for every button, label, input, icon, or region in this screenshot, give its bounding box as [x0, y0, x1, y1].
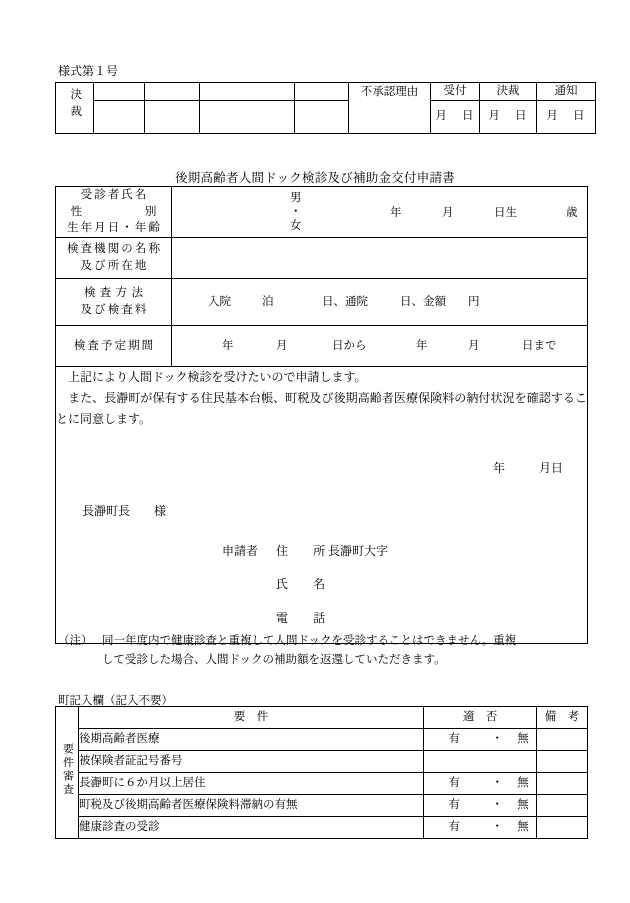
- table-row-period: [56, 326, 588, 367]
- decision-decision-date[interactable]: [480, 100, 537, 133]
- note-marker: （注）: [58, 635, 93, 647]
- label-line-birth: 生年月日・年齢: [67, 222, 163, 235]
- period-line[interactable]: [172, 338, 587, 355]
- value-applicant-identity[interactable]: [172, 187, 588, 238]
- decision-receipt-date[interactable]: [431, 100, 480, 133]
- decision-side-label: 決裁: [69, 88, 82, 122]
- application-table-wrapper: [55, 186, 588, 644]
- review-header-requirement: 要 件: [79, 707, 424, 729]
- statement-month-label: 月: [538, 461, 551, 476]
- gender-options[interactable]: [290, 191, 302, 233]
- note-block: [58, 632, 591, 669]
- judgement-sep-5: ・: [491, 821, 503, 834]
- method-inpatient-label: 入院: [208, 295, 231, 308]
- review-table: [55, 706, 588, 839]
- table-row: [56, 83, 596, 101]
- table-row-applicant-identity: [56, 187, 588, 238]
- application-table: [55, 186, 588, 644]
- review-remarks-1[interactable]: [537, 729, 588, 751]
- decision-blank-cell-2[interactable]: [145, 83, 200, 101]
- receipt-day-label: 日: [462, 110, 475, 123]
- applicant-phone-label: 電 話: [276, 610, 332, 625]
- statement-block: [56, 367, 588, 644]
- decision-notice-date[interactable]: [537, 100, 596, 133]
- judgement-no-5[interactable]: 無: [517, 821, 529, 834]
- decision-side-label-cell: [56, 83, 94, 134]
- decision-receipt-header: 受付: [431, 83, 480, 101]
- addressee-name: 長瀞町長: [82, 504, 131, 519]
- review-table-wrapper: [55, 706, 588, 839]
- gender-separator: ・: [290, 206, 302, 219]
- period-to-day-label: 日まで: [522, 339, 557, 352]
- notice-month-label: 月: [546, 110, 559, 123]
- value-method[interactable]: [172, 279, 588, 326]
- review-remarks-2[interactable]: [537, 751, 588, 773]
- judgement-sep-1: ・: [491, 733, 503, 746]
- review-header-remarks: 備 考: [537, 707, 588, 729]
- method-days-amount-label: 日、金額: [400, 295, 446, 308]
- period-to-year-label: 年: [416, 339, 428, 352]
- value-period[interactable]: [172, 326, 588, 367]
- period-from-year-label: 年: [222, 339, 234, 352]
- table-row-institution: [56, 238, 588, 279]
- table-row-statement: [56, 367, 588, 644]
- label-line-sex: 性 別: [70, 205, 170, 218]
- applicant-name-row[interactable]: [222, 576, 587, 593]
- applicant-title: 申請者: [222, 543, 259, 558]
- decision-table: [55, 82, 596, 134]
- statement-day-label: 日: [550, 461, 563, 476]
- decision-blank-value-2[interactable]: [145, 100, 200, 133]
- review-judgement-2[interactable]: [424, 751, 537, 773]
- label-method: [56, 279, 172, 326]
- applicant-address-row[interactable]: [222, 543, 587, 560]
- review-judgement-5[interactable]: [424, 817, 537, 839]
- table-row: [56, 817, 588, 839]
- decision-blank-value-1[interactable]: [94, 100, 145, 133]
- addressee-line: [56, 503, 587, 520]
- label-institution: [56, 238, 172, 279]
- method-days-outpatient-label: 日、通院: [322, 295, 368, 308]
- form-number: 様式第１号: [58, 64, 119, 78]
- table-row-method: [56, 279, 588, 326]
- decision-blank-value-3[interactable]: [200, 100, 295, 133]
- applicant-name-label: 氏 名: [276, 577, 332, 592]
- method-nights-label: 泊: [262, 295, 274, 308]
- review-requirement-5: 健康診査の受診: [79, 817, 424, 839]
- applicant-block: [56, 543, 587, 627]
- review-judgement-3[interactable]: [424, 773, 537, 795]
- table-row: [56, 751, 588, 773]
- applicant-address-value[interactable]: 長瀞町大字: [328, 543, 389, 558]
- decision-reason-header: 不承認理由: [360, 85, 419, 98]
- statement-paragraph-2: また、長瀞町が保有する住民基本台帳、町税及び後期高齢者医療保険料の納付状況を確認することに同意します。: [56, 391, 587, 427]
- birth-day-label: 日生: [494, 207, 517, 219]
- judgement-yes-3[interactable]: 有: [448, 777, 460, 790]
- statement-year-label: 年: [492, 461, 505, 476]
- decision-blank-value-4[interactable]: [295, 100, 349, 133]
- table-row: [56, 707, 588, 729]
- town-section-label: 町記入欄（記入不要）: [58, 695, 173, 707]
- judgement-yes-5[interactable]: 有: [448, 821, 460, 834]
- review-side-label: 要件審査: [61, 742, 74, 797]
- review-remarks-4[interactable]: [537, 795, 588, 817]
- note-line-1: 同一年度内で健康診査と重複して人間ドックを受診することはできません。重複: [102, 635, 517, 647]
- notice-day-label: 日: [573, 110, 586, 123]
- page-title: 後期高齢者人間ドック検診及び補助金交付申請書: [174, 171, 455, 185]
- period-from-day-label: 日から: [332, 339, 367, 352]
- applicant-address-label: 住 所: [276, 543, 332, 558]
- label-line-institution-1: 検査機関の名称: [67, 243, 163, 256]
- label-line-institution-2: 及び所在地: [80, 260, 149, 273]
- judgement-no-4[interactable]: 無: [517, 799, 529, 812]
- review-requirement-2: 被保険者証記号番号: [79, 751, 424, 773]
- table-row: [56, 100, 596, 133]
- method-yen-label: 円: [468, 295, 480, 308]
- table-row: [56, 773, 588, 795]
- label-applicant-identity: [56, 187, 172, 238]
- judgement-no-1[interactable]: 無: [517, 733, 529, 746]
- label-line-name: 受診者氏名: [80, 189, 149, 201]
- decision-blank-cell-3[interactable]: [200, 83, 295, 101]
- review-judgement-1[interactable]: [424, 729, 537, 751]
- table-row: [56, 795, 588, 817]
- label-line-method-2: 及び検査料: [80, 304, 149, 317]
- table-row: [56, 729, 588, 751]
- decision-day-label: 日: [515, 110, 528, 123]
- review-requirement-1: 後期高齢者医療: [79, 729, 424, 751]
- value-institution[interactable]: [172, 238, 588, 279]
- label-line-method-1: 検査方法: [83, 287, 148, 300]
- period-from-month-label: 月: [276, 339, 288, 352]
- applicant-phone-row[interactable]: [222, 610, 587, 627]
- decision-table-wrapper: [55, 82, 596, 134]
- method-line[interactable]: [172, 294, 587, 311]
- review-requirement-4: 町税及び後期高齢者医療保険料滞納の有無: [79, 795, 424, 817]
- age-label: 歳: [566, 207, 578, 219]
- decision-blank-cell-1[interactable]: [94, 83, 145, 101]
- label-line-period: 検査予定期間: [73, 339, 156, 352]
- review-header-judgement: 適 否: [424, 707, 537, 729]
- judgement-no-3[interactable]: 無: [517, 777, 529, 790]
- decision-decision-header: 決裁: [480, 83, 537, 101]
- birth-year-label: 年: [390, 207, 402, 219]
- decision-blank-cell-4[interactable]: [295, 83, 349, 101]
- review-side-label-cell: [56, 707, 79, 839]
- decision-month-label: 月: [488, 110, 501, 123]
- gender-female[interactable]: 女: [290, 220, 302, 233]
- note-line-2: して受診した場合、人間ドックの補助額を返還していただきます。: [102, 653, 446, 666]
- review-remarks-3[interactable]: [537, 773, 588, 795]
- gender-male[interactable]: 男: [290, 192, 302, 204]
- addressee-honorific: 様: [154, 504, 167, 519]
- judgement-yes-4[interactable]: 有: [448, 799, 460, 812]
- judgement-sep-3: ・: [491, 777, 503, 790]
- birth-month-label: 月: [442, 207, 454, 219]
- birthdate-line[interactable]: [390, 205, 578, 222]
- decision-notice-header: 通知: [537, 83, 596, 101]
- decision-reason-header-cell: [349, 83, 431, 134]
- decision-reason-value[interactable]: [349, 101, 430, 132]
- receipt-month-label: 月: [435, 110, 448, 123]
- judgement-sep-4: ・: [491, 799, 503, 812]
- period-to-month-label: 月: [468, 339, 480, 352]
- statement-date-line[interactable]: [56, 460, 587, 477]
- label-period: [56, 326, 172, 367]
- judgement-yes-1[interactable]: 有: [448, 733, 460, 746]
- review-remarks-5[interactable]: [537, 817, 588, 839]
- review-requirement-3: 長瀞町に６か月以上居住: [79, 773, 424, 795]
- statement-paragraph-1: 上記により人間ドック検診を受けたいので申請します。: [68, 370, 367, 385]
- review-judgement-4[interactable]: [424, 795, 537, 817]
